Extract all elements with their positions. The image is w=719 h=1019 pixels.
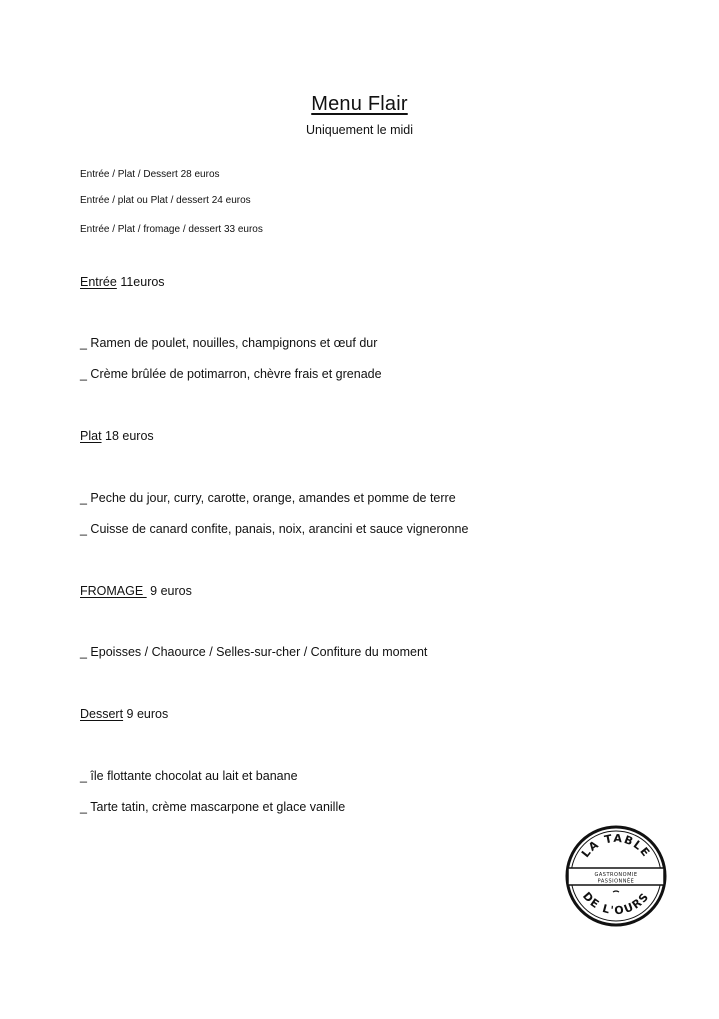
section-price: 9 euros — [123, 707, 169, 721]
logo-top-text: LA TABLE — [578, 831, 654, 861]
section-name: FROMAGE — [80, 584, 147, 598]
menu-item: _ Crème brûlée de potimarron, chèvre frais et grenade — [80, 367, 382, 381]
page-subtitle: Uniquement le midi — [306, 123, 413, 137]
restaurant-logo — [562, 824, 670, 928]
section-price: 9 euros — [146, 584, 192, 598]
section-name: Entrée — [80, 275, 117, 289]
section-heading-entree — [80, 275, 165, 289]
menu-item: _ Epoisses / Chaource / Selles-sur-cher / Confiture du moment — [80, 645, 428, 659]
section-heading-dessert — [80, 707, 168, 721]
menu-item: _ Tarte tatin, crème mascarpone et glace vanille — [80, 800, 346, 814]
formula-line: Entrée / plat ou Plat / dessert 24 euros — [80, 195, 251, 206]
section-heading-plat — [80, 429, 154, 443]
menu-item: _ Cuisse de canard confite, panais, noix, arancini et sauce vigneronne — [80, 522, 469, 536]
formula-line: Entrée / Plat / fromage / dessert 33 euros — [80, 224, 263, 235]
page-title: Menu Flair — [311, 93, 408, 115]
section-price: 18 euros — [101, 429, 154, 443]
menu-item: _ Peche du jour, curry, carotte, orange, amandes et pomme de terre — [80, 491, 456, 505]
logo-bottom-text: DE L'OURS — [580, 889, 652, 918]
menu-item: _ île flottante chocolat au lait et banane — [80, 769, 298, 783]
logo-tagline-1: GASTRONOMIE — [594, 872, 638, 878]
menu-item: _ Ramen de poulet, nouilles, champignons et œuf dur — [80, 336, 378, 350]
section-name: Plat — [80, 429, 102, 443]
formula-line: Entrée / Plat / Dessert 28 euros — [80, 169, 220, 180]
logo-ornament-icon — [613, 891, 619, 892]
section-heading-fromage — [80, 584, 192, 598]
section-name: Dessert — [80, 707, 124, 721]
section-price: 11euros — [116, 275, 165, 289]
logo-tagline-2: PASSIONNÉE — [597, 878, 635, 885]
